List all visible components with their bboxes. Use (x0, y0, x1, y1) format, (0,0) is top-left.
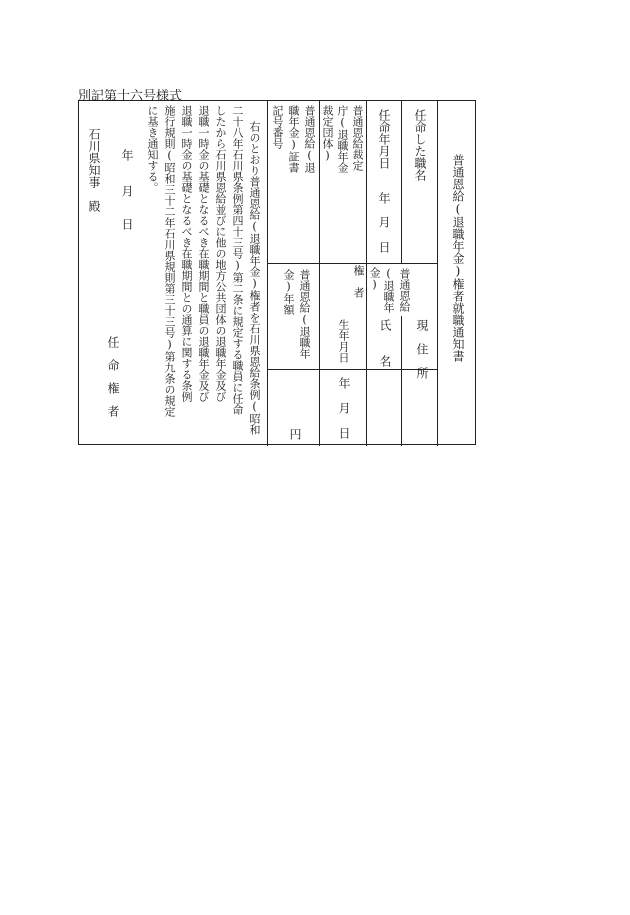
appointer-label: 任命権者 (106, 336, 120, 428)
rule (267, 369, 437, 370)
body-line: したから石川県恩給並びに他の地方公共団体の退職年金及び (214, 105, 227, 402)
holder-label-line3: 金) (368, 267, 381, 291)
certificate-line1: 普通恩給(退 (303, 105, 316, 173)
job-title-label: 任命した職名 (413, 109, 427, 181)
rule (267, 263, 437, 264)
appointment-date-label: 任命年月日 (377, 109, 391, 169)
birth-date-year: 年 (337, 377, 351, 389)
appointment-date-month: 月 (377, 216, 391, 228)
pension-amount-yen: 円 (288, 428, 302, 440)
rule (401, 316, 402, 446)
birth-date-day: 日 (337, 427, 351, 439)
document-title: 普通恩給(退職年金)権者就職通知書 (451, 154, 465, 362)
awarding-agency-line2: 庁(退職年金 (336, 105, 349, 173)
rule (437, 101, 438, 446)
body-line: 退職一時金の基礎となるべき在職期間との通算に関する条例 (180, 105, 193, 402)
date-year: 年 (120, 149, 134, 161)
holder-label-line4: 権 者 (352, 265, 365, 298)
holder-label-line2: (退職年 (382, 267, 395, 313)
birth-date-month: 月 (337, 402, 351, 414)
address-label: 現 住 所 (415, 319, 429, 379)
date-day: 日 (120, 218, 134, 230)
body-line: に基き通知する。 (146, 105, 159, 193)
pension-amount-label-line2: 金)年額 (282, 269, 295, 315)
body-line: 右のとおり普通恩給(退職年金)権者を石川県恩給条例(昭和 (248, 121, 261, 435)
body-line: 施行規則(昭和三十二年石川県規則第三十三号)第九条の規定 (163, 105, 176, 417)
rule (319, 264, 320, 446)
body-line: 二十八年石川県条例第四十三号)第二条に規定する職員に任命 (231, 105, 244, 415)
rule (267, 101, 268, 446)
certificate-line2: 職年金)証書 (287, 105, 300, 173)
appointment-date-day: 日 (377, 241, 391, 253)
recipient: 石川県知事 殿 (87, 128, 101, 212)
name-label: 氏 名 (378, 319, 392, 367)
notification-form (78, 100, 476, 445)
holder-label-line1: 普通恩給 (398, 268, 411, 312)
form-caption: 別記第十六号様式 (78, 89, 183, 104)
birth-date-label: 生年月日 (337, 319, 350, 363)
body-line: 退職一時金の基礎となるべき在職期間と職員の退職年金及び (197, 105, 210, 402)
awarding-agency-line1: 普通恩給裁定 (351, 105, 364, 171)
date-month: 月 (120, 185, 134, 197)
rule (401, 101, 402, 263)
appointment-date-year: 年 (377, 192, 391, 204)
awarding-agency-line3: 裁定団体) (321, 105, 334, 162)
pension-amount-label-line1: 普通恩給(退職年 (298, 269, 311, 359)
certificate-line3: 記号番号 (271, 105, 284, 149)
